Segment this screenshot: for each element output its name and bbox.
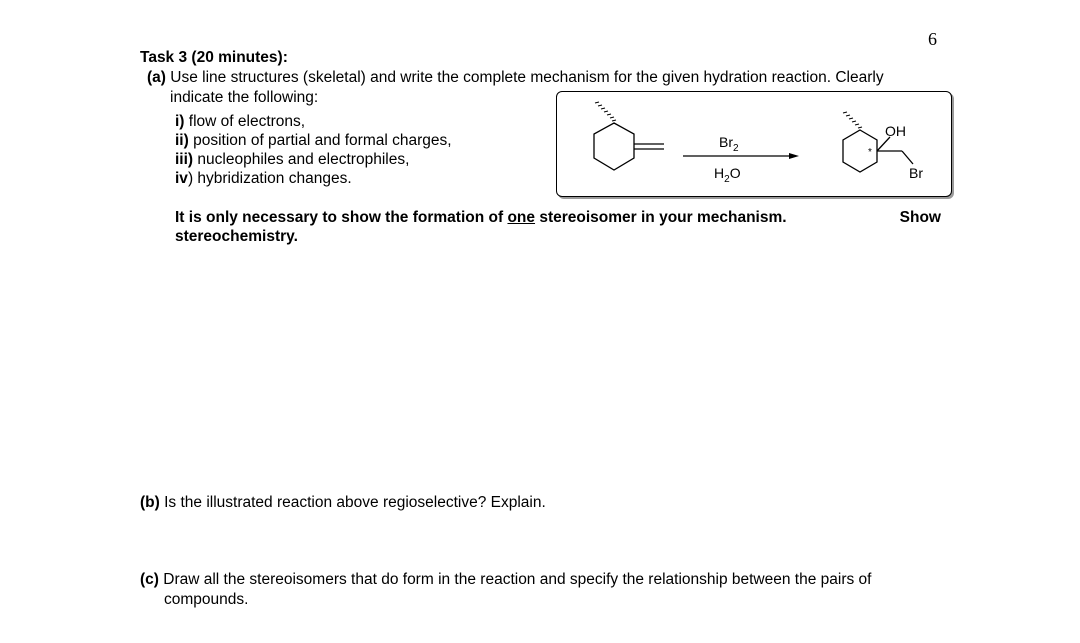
criteria-item-1 [175, 113, 305, 131]
criteria-item-label: ii) [175, 132, 189, 149]
part-c-text-line1: Draw all the stereoisomers that do form in the reaction and specify the relationship between the pairs of [163, 571, 872, 588]
bond-to-oh [877, 137, 890, 151]
part-b-text: Is the illustrated reaction above regioselective? Explain. [164, 494, 546, 511]
reactant-hashed-wedge [595, 102, 616, 121]
part-b-label: (b) [140, 494, 160, 511]
stereocenter-mark: * [868, 147, 872, 158]
note-text-post: stereoisomer in your mechanism. [539, 209, 787, 226]
part-a-text-line1: Use line structures (skeletal) and write the complete mechanism for the given hydration reaction. Clearly [170, 69, 884, 86]
bond-to-br [902, 151, 913, 164]
part-a-label: (a) [147, 69, 166, 86]
part-c-line1 [140, 571, 871, 589]
criteria-item-label: i) [175, 113, 185, 130]
reagent-br2: $Br_2$ [719, 134, 739, 154]
part-b-question [140, 494, 546, 512]
stereochemistry-note [175, 208, 941, 246]
product-br-label: Br [909, 165, 923, 181]
product-oh-label: OH [885, 123, 906, 139]
task-title: Task 3 (20 minutes): [140, 49, 288, 66]
criteria-item-3 [175, 151, 409, 169]
criteria-item-label: iii) [175, 151, 194, 168]
note-text-show: Show [899, 209, 941, 226]
part-a-line1 [147, 69, 884, 87]
page-number: 6 [928, 29, 937, 49]
criteria-item-text: nucleophiles and electrophiles, [197, 151, 410, 168]
reaction-arrow-head [789, 153, 799, 159]
part-c-label: (c) [140, 571, 159, 588]
reaction-scheme-drawing [557, 92, 951, 196]
criteria-item-label: iv [175, 170, 188, 187]
product-hashed-wedge [843, 112, 862, 128]
part-c-text-line2: compounds. [164, 591, 249, 608]
part-a-text-line2: indicate the following: [170, 89, 319, 106]
reagent-h2o: $H_2O$ [714, 165, 741, 185]
reaction-scheme-box [556, 91, 952, 197]
criteria-item-4 [175, 170, 352, 188]
criteria-item-2 [175, 132, 452, 150]
reactant-ring [594, 123, 634, 170]
note-underlined-word: one [507, 209, 536, 226]
criteria-item-text: ) hybridization changes. [187, 170, 352, 187]
note-text-line2: stereochemistry. [175, 228, 298, 245]
note-text-pre: It is only necessary to show the formation of [175, 209, 504, 226]
criteria-item-text: position of partial and formal charges, [193, 132, 452, 149]
criteria-item-text: flow of electrons, [188, 113, 306, 130]
